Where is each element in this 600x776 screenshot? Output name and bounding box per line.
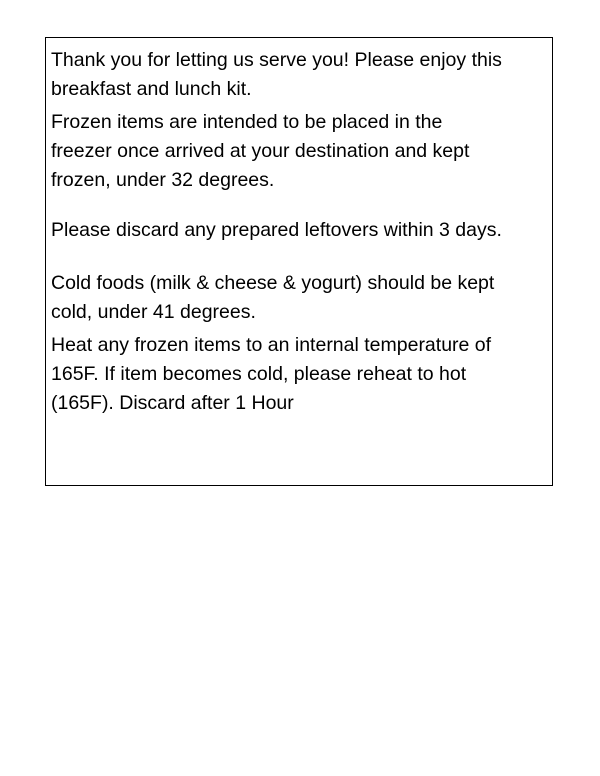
text-line: (165F). Discard after 1 Hour <box>51 392 294 414</box>
text-line: breakfast and lunch kit. <box>51 78 252 100</box>
text-line: Please discard any prepared leftovers within 3 days. <box>51 219 502 241</box>
cold-foods-paragraph <box>51 269 548 327</box>
thank-you-paragraph <box>51 46 548 104</box>
frozen-items-paragraph <box>51 108 548 195</box>
heating-paragraph <box>51 331 548 418</box>
text-line: frozen, under 32 degrees. <box>51 169 275 191</box>
text-line: 165F. If item becomes cold, please reheat to hot <box>51 363 467 385</box>
text-line: Thank you for letting us serve you! Please enjoy this <box>51 49 502 71</box>
text-line: cold, under 41 degrees. <box>51 301 256 323</box>
leftovers-paragraph <box>51 216 548 245</box>
text-line: freezer once arrived at your destination and kept <box>51 140 470 162</box>
notice-box <box>45 37 553 486</box>
text-line: Heat any frozen items to an internal temperature of <box>51 334 492 356</box>
text-line: Cold foods (milk & cheese & yogurt) should be kept <box>51 272 495 294</box>
text-line: Frozen items are intended to be placed in the <box>51 111 443 133</box>
